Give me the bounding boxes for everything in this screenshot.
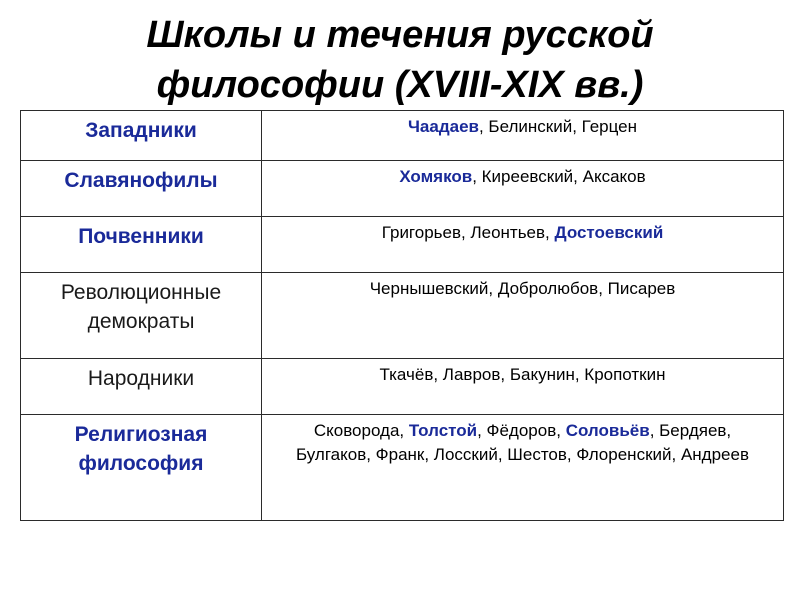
philosopher-names: Чернышевский, Добролюбов, Писарев: [369, 279, 676, 298]
school-cell: [21, 217, 262, 273]
philosopher-names: , Белинский, Герцен: [478, 117, 638, 136]
school-name: Почвенники: [78, 225, 204, 248]
school-name: Революционные демократы: [60, 281, 222, 333]
school-name: Славянофилы: [64, 169, 218, 192]
philosophers-cell: [262, 273, 784, 359]
philosophers-cell: [262, 415, 784, 521]
school-name: Народники: [87, 367, 195, 390]
slide-title: [40, 10, 760, 110]
philosopher-names: Ткачёв, Лавров, Бакунин, Кропоткин: [379, 365, 666, 384]
philosopher-names: , Фёдоров,: [477, 421, 566, 440]
table-row: [21, 111, 784, 161]
philosopher-name-highlighted: Достоевский: [554, 223, 664, 242]
school-name: Религиозная философия: [74, 423, 208, 475]
table-row: [21, 273, 784, 359]
school-cell: [21, 415, 262, 521]
school-name: Западники: [85, 119, 197, 142]
philosopher-names: , Киреевский, Аксаков: [472, 167, 646, 186]
table-row: [21, 415, 784, 521]
philosopher-name-highlighted: Соловьёв: [565, 421, 650, 440]
school-cell: [21, 111, 262, 161]
philosophers-cell: [262, 359, 784, 415]
table-row: [21, 359, 784, 415]
philosopher-name-highlighted: Толстой: [408, 421, 478, 440]
philosophers-cell: [262, 161, 784, 217]
philosophers-cell: [262, 217, 784, 273]
philosopher-names: Сковорода,: [313, 421, 409, 440]
philosophers-cell: [262, 111, 784, 161]
schools-table: [20, 110, 784, 521]
school-cell: [21, 161, 262, 217]
philosopher-names: Григорьев, Леонтьев,: [381, 223, 555, 242]
philosopher-name-highlighted: Чаадаев: [407, 117, 479, 136]
table-row: [21, 161, 784, 217]
school-cell: [21, 359, 262, 415]
title-line-2: философии (XVIII-XIX вв.): [156, 64, 644, 106]
title-line-1: Школы и течения русской: [146, 14, 654, 56]
school-cell: [21, 273, 262, 359]
philosopher-name-highlighted: Хомяков: [399, 167, 473, 186]
table-row: [21, 217, 784, 273]
philosopher-names: , Бердяев, Булгаков, Франк, Лосский, Шестов, Флоренский, Андреев: [296, 421, 749, 464]
